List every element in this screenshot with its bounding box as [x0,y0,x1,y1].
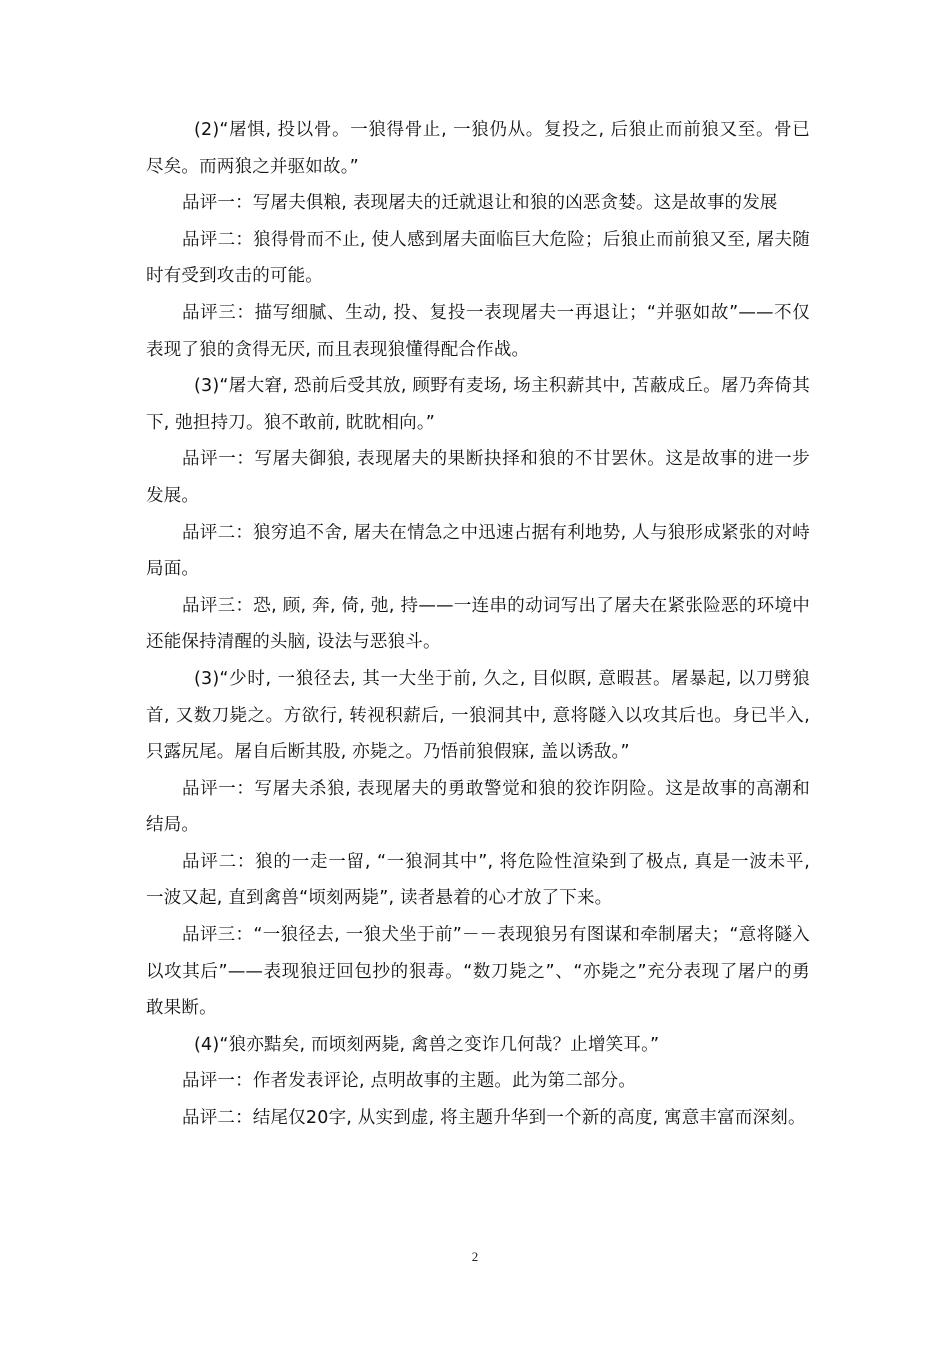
comment-paragraph: 品评三：“一狼径去, 一狼犬坐于前”－－表现狼另有图谋和牵制屠夫；“意将隧入以攻其后”——表现狼迂回包抄的狠毒。“数刀毙之”、“亦毙之”充分表现了屠户的勇敢果断。 [146,925,810,1019]
quote-paragraph-3a: (3)“屠大窘, 恐前后受其放, 顾野有麦场, 场主积薪其中, 苫蔽成丘。屠乃奔倚其下, 弛担持刀。狼不敢前, 眈眈相向。” [146,376,810,433]
comment-paragraph: 品评一：写屠夫杀狼, 表现屠夫的勇敢警觉和狼的狡诈阴险。这是故事的高潮和结局。 [146,778,810,836]
comment-paragraph: 品评一：写屠夫御狼, 表现屠夫的果断抉择和狼的不甘罢休。这是故事的进一步发展。 [146,449,810,506]
quote-paragraph-2: (2)“屠惧, 投以骨。一狼得骨止, 一狼仍从。复投之, 后狼止而前狼又至。骨已尽矣。而两狼之并驱如故。” [146,120,810,177]
comment-paragraph: 品评二：狼穷追不舍, 屠夫在情急之中迅速占据有利地势, 人与狼形成紧张的对峙局面。 [146,522,810,580]
page-number: 2 [471,1249,479,1264]
comment-paragraph: 品评二：结尾仅20字, 从实到虚, 将主题升华到一个新的高度, 寓意丰富而深刻。 [182,1108,806,1129]
comment-paragraph: 品评二：狼的一走一留, “一狼洞其中”, 将危险性渲染到了极点, 真是一波未平, 一波又起, 直到禽兽“顷刻两毙”, 读者悬着的心才放了下来。 [146,851,810,909]
comment-paragraph: 品评一：写屠夫俱粮, 表现屠夫的迁就退让和狼的凶恶贪婪。这是故事的发展 [182,193,778,214]
quote-paragraph-3b: (3)“少时, 一狼径去, 其一大坐于前, 久之, 目似瞑, 意暇甚。屠暴起, 以刀劈狼首, 又数刀毙之。方欲行, 转视积薪后, 一狼洞其中, 意将隧入以攻其后也。身已半入, 只露尻尾。屠自后断其股, 亦毙之。乃悟前狼假寐, 盖以诱敌。” [146,668,810,763]
comment-paragraph: 品评一：作者发表评论, 点明故事的主题。此为第二部分。 [182,1071,637,1092]
quote-paragraph-4: (4)“狼亦黠矣, 而顷刻两毙, 禽兽之变诈几何哉？止增笑耳。” [194,1034,660,1055]
comment-paragraph: 品评三：描写细腻、生动, 投、复投一表现屠夫一再退让；“并驱如故”——不仅表现了狼的贪得无厌, 而且表现狼懂得配合作战。 [146,302,810,360]
comment-paragraph: 品评二：狼得骨而不止, 使人感到屠夫面临巨大危险；后狼止而前狼又至, 屠夫随时有受到攻击的可能。 [146,229,810,287]
comment-paragraph: 品评三：恐, 顾, 奔, 倚, 弛, 持——一连串的动词写出了屠夫在紧张险恶的环境中还能保持清醒的头脑, 设法与恶狼斗。 [146,595,810,653]
document-body [146,112,810,1137]
